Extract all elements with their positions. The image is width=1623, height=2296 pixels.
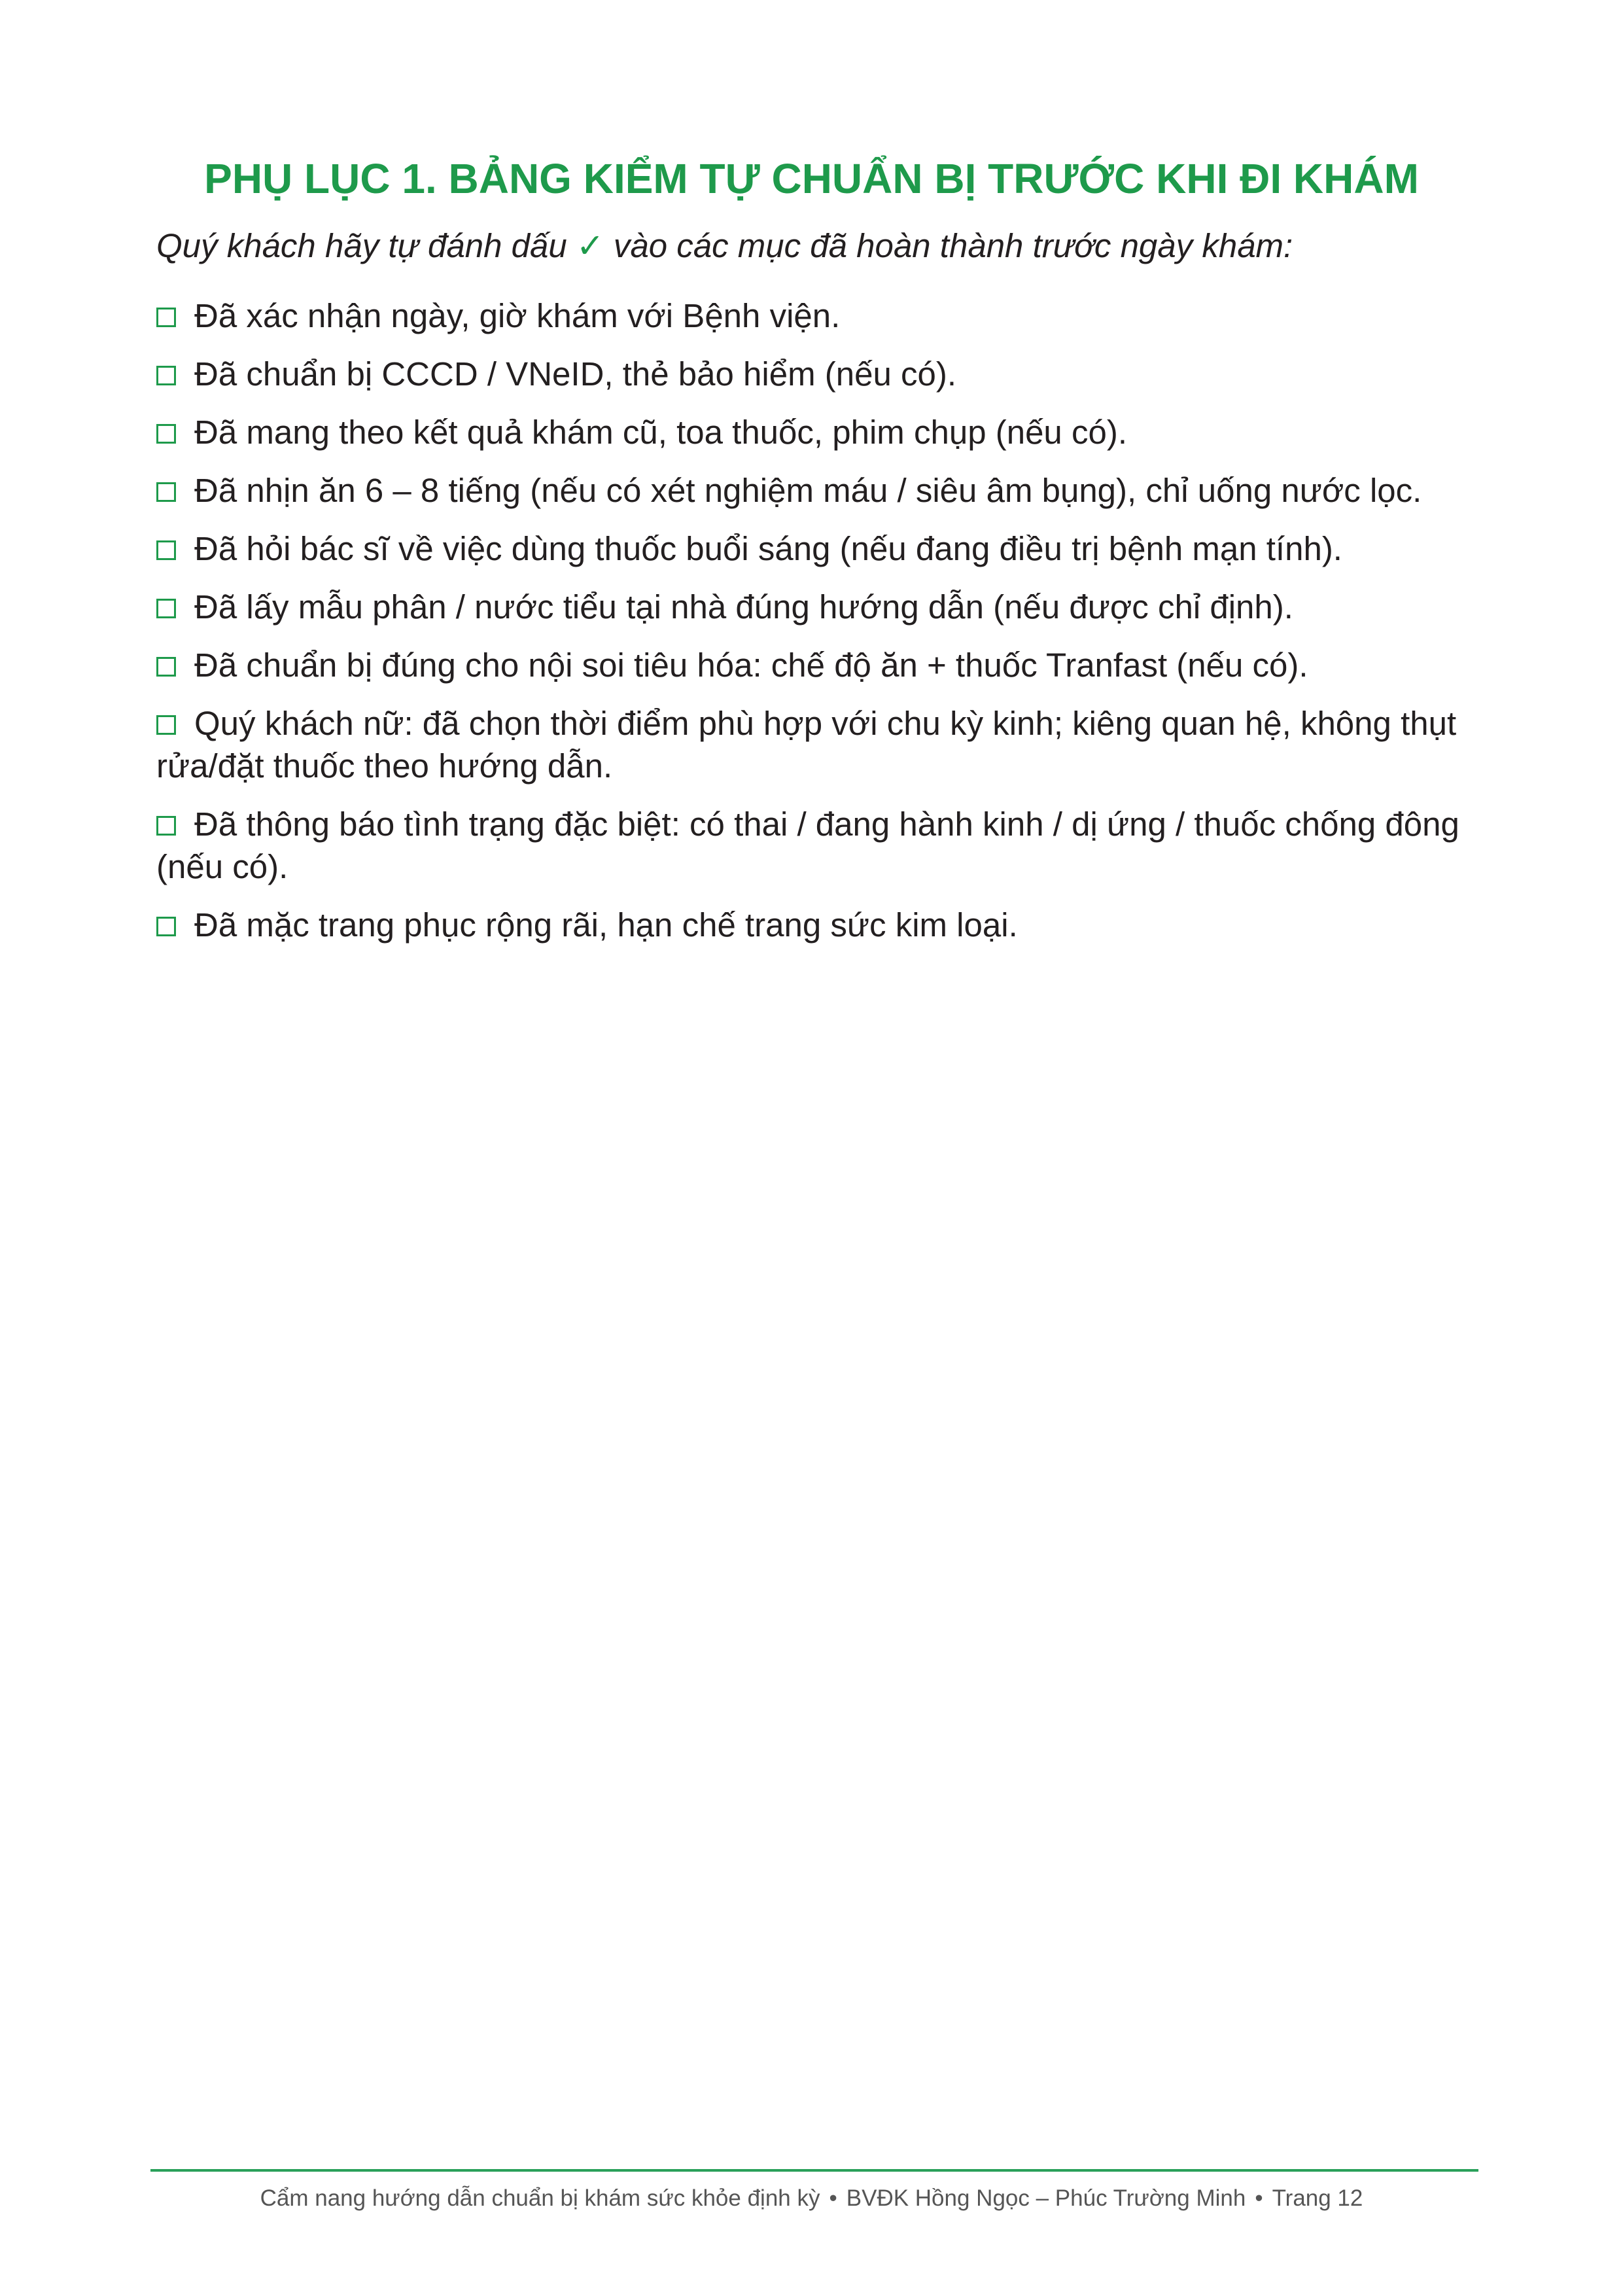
footer-divider	[150, 2169, 1478, 2172]
checklist-item-text: Đã chuẩn bị đúng cho nội soi tiêu hóa: chế độ ăn + thuốc Tranfast (nếu có).	[194, 646, 1308, 684]
checkbox-icon[interactable]	[156, 657, 176, 677]
checklist-item	[156, 644, 1484, 686]
checkbox-icon[interactable]	[156, 715, 176, 735]
checklist-item-text: Đã nhịn ăn 6 – 8 tiếng (nếu có xét nghiệm máu / siêu âm bụng), chỉ uống nước lọc.	[194, 472, 1422, 509]
checklist-item-text: Đã mặc trang phục rộng rãi, hạn chế trang sức kim loại.	[194, 906, 1018, 944]
checklist-item	[156, 294, 1484, 337]
footer-separator: •	[1255, 2185, 1263, 2211]
checkmark-icon: ✓	[576, 227, 604, 264]
checklist-item	[156, 411, 1484, 453]
checkbox-icon[interactable]	[156, 816, 176, 836]
checklist-item	[156, 353, 1484, 395]
footer-separator: •	[829, 2185, 837, 2211]
page-title: PHỤ LỤC 1. BẢNG KIỂM TỰ CHUẨN BỊ TRƯỚC KHI ĐI KHÁM	[204, 155, 1419, 202]
checkbox-icon[interactable]	[156, 308, 176, 327]
checklist-item-text: Đã thông báo tình trạng đặc biệt: có thai / đang hành kinh / dị ứng / thuốc chống đông (nếu có).	[156, 805, 1459, 885]
intro-instruction	[156, 222, 1293, 270]
checklist-item-text: Quý khách nữ: đã chọn thời điểm phù hợp với chu kỳ kinh; kiêng quan hệ, không thụt rửa/đặt thuốc theo hướng dẫn.	[156, 705, 1457, 785]
checklist-item-text: Đã mang theo kết quả khám cũ, toa thuốc, phim chụp (nếu có).	[194, 414, 1127, 451]
footer-guide-title: Cẩm nang hướng dẫn chuẩn bị khám sức khỏe định kỳ	[260, 2185, 820, 2211]
checklist-item-text: Đã hỏi bác sĩ về việc dùng thuốc buổi sáng (nếu đang điều trị bệnh mạn tính).	[194, 530, 1342, 567]
checklist-item	[156, 469, 1484, 512]
footer-hospital: BVĐK Hồng Ngọc – Phúc Trường Minh	[846, 2185, 1246, 2211]
checkbox-icon[interactable]	[156, 424, 176, 444]
checklist-item-text: Đã lấy mẫu phân / nước tiểu tại nhà đúng hướng dẫn (nếu được chỉ định).	[194, 588, 1293, 626]
checklist-item-text: Đã chuẩn bị CCCD / VNeID, thẻ bảo hiểm (nếu có).	[194, 355, 957, 393]
checklist-item	[156, 586, 1484, 628]
checkbox-icon[interactable]	[156, 599, 176, 618]
footer-page-number: Trang 12	[1272, 2185, 1363, 2211]
checkbox-icon[interactable]	[156, 540, 176, 560]
page-footer	[0, 2182, 1623, 2215]
checklist-item	[156, 702, 1484, 787]
checklist-item	[156, 803, 1484, 888]
checkbox-icon[interactable]	[156, 482, 176, 502]
intro-text-before: Quý khách hãy tự đánh dấu	[156, 227, 567, 264]
checklist-item	[156, 904, 1484, 946]
checklist-item-text: Đã xác nhận ngày, giờ khám với Bệnh viện.	[194, 297, 841, 334]
checkbox-icon[interactable]	[156, 917, 176, 936]
checkbox-icon[interactable]	[156, 366, 176, 385]
intro-text-after: vào các mục đã hoàn thành trước ngày khám:	[613, 227, 1293, 264]
checklist-item	[156, 527, 1484, 570]
checklist	[156, 294, 1484, 962]
